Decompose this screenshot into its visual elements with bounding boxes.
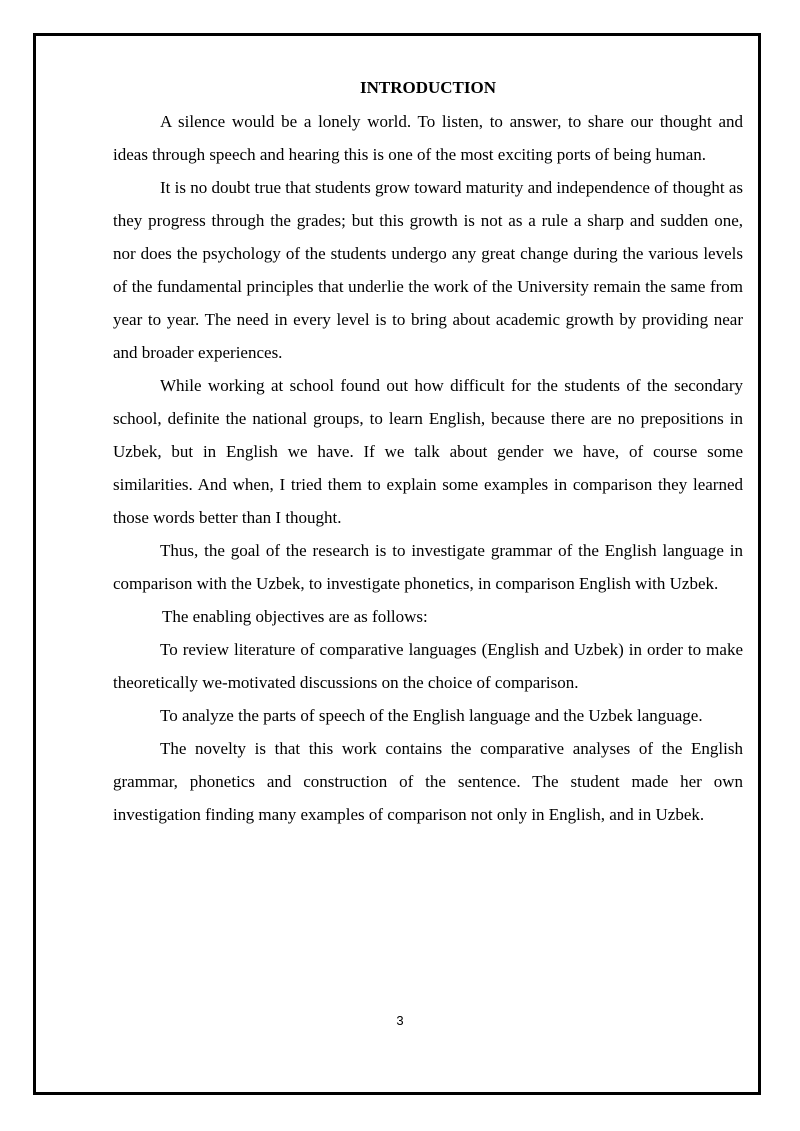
- paragraph-3: While working at school found out how difficult for the students of the secondary school, definite the national groups, to learn English, because there are no prepositions in Uzbek, but in English we have. If we talk about gender we have, of course some similarities. And when, I tried them to explain some examples in comparison they learned those words better than I thought.: [113, 376, 743, 527]
- paragraph-5: The enabling objectives are as follows:: [162, 607, 428, 626]
- paragraph-8: The novelty is that this work contains the comparative analyses of the English grammar, phonetics and construction of the sentence. The student made her own investigation finding many examples of comparison not only in English, and in Uzbek.: [113, 739, 743, 824]
- paragraph-7: To analyze the parts of speech of the English language and the Uzbek language.: [160, 706, 703, 725]
- document-body: [113, 74, 743, 831]
- paragraph-4: Thus, the goal of the research is to investigate grammar of the English language in comparison with the Uzbek, to investigate phonetics, in comparison English with Uzbek.: [113, 541, 743, 593]
- paragraph-2: It is no doubt true that students grow toward maturity and independence of thought as they progress through the grades; but this growth is not as a rule a sharp and sudden one, nor does the psychology of the students undergo any great change during the various levels of the fundamental principles that underlie the work of the University remain the same from year to year. The need in every level is to bring about academic growth by providing near and broader experiences.: [113, 178, 743, 362]
- section-heading: INTRODUCTION: [359, 78, 497, 97]
- page-number: 3: [396, 1013, 404, 1028]
- paragraph-1: A silence would be a lonely world. To listen, to answer, to share our thought and ideas through speech and hearing this is one of the most exciting ports of being human.: [113, 112, 743, 164]
- paragraph-6: To review literature of comparative languages (English and Uzbek) in order to make theoretically we-motivated discussions on the choice of comparison.: [113, 640, 743, 692]
